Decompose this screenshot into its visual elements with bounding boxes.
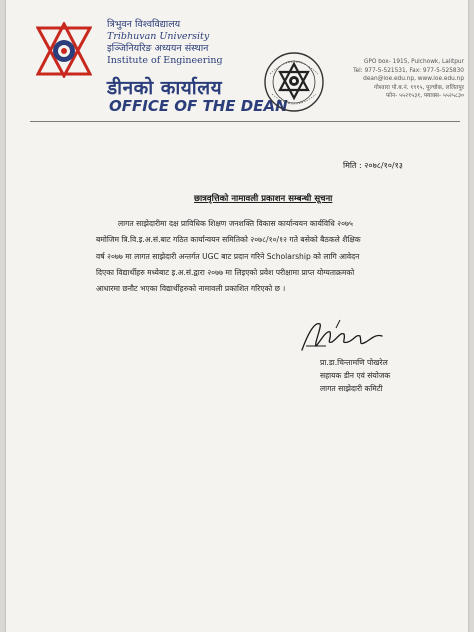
signatory-committee: लागत साझेदारी कमिटी: [320, 384, 383, 393]
body-line: वर्ष २०७७ मा लागत साझेदारी अन्तर्गत UGC बाट प्रदान गरिने Scholarship को लागि आवेदन: [96, 251, 360, 261]
signatory-title: सहायक डीन एवं संयोजक: [320, 371, 391, 380]
contact-phone-en: Tel: 977-5-521531, Fax: 977-5-525830: [353, 67, 464, 74]
tribhuvan-university-logo-icon: [36, 22, 92, 78]
institute-name-en: Institute of Engineering: [107, 55, 223, 66]
university-name-en: Tribhuvan University: [107, 31, 210, 42]
body-line: आधारमा छनौट भएका विद्यार्थीहरुको नामावली प्रकाशित गरिएको छ ।: [96, 284, 286, 294]
body-line: लागत साझेदारीमा दक्ष प्राविधिक शिक्षण जनशक्ति विकास कार्यान्वयन कार्यविधि २०७५: [118, 219, 353, 228]
institute-seal-icon: [262, 50, 326, 114]
notice-subject: छात्रवृत्तिको नामावली प्रकाशन सम्बन्धी सूचना: [194, 194, 333, 204]
office-title-en: OFFICE OF THE DEAN: [109, 97, 288, 115]
signatory-name: प्रा.डा.चिन्तामणि पोखरेल: [320, 358, 388, 367]
notice-body: [96, 216, 441, 297]
institute-name-np: इञ्जिनियरिङ अध्ययन संस्थान: [107, 43, 209, 54]
notice-date: मिति : २०७८/१०/१३: [343, 161, 403, 170]
document-page: [6, 0, 468, 632]
contact-email-web: dean@ioe.edu.np, www.ioe.edu.np: [363, 76, 464, 82]
contact-address-np: गोश्वारा पो.ब.नं. १९१५, पुल्चोक, ललितपुर: [374, 84, 464, 91]
letterhead-text: [107, 19, 277, 67]
body-line: दिएका विद्यार्थीहरु मध्येबाट इ.अ.सं.द्वारा २०७७ मा लिइएको प्रवेश परीक्षामा प्राप्त योग्यताक्रमको: [96, 267, 355, 277]
contact-phone-np: फोन- ५५२१५३१, फ्याक्स- ५५२५८३०: [386, 93, 464, 99]
university-name-np: त्रिभुवन विश्वविद्यालय: [107, 19, 181, 30]
handwritten-signature: [296, 316, 392, 356]
contact-address-en: GPO box- 1915, Pulchowk, Lalitpur: [363, 59, 464, 65]
office-title-np: डीनको कार्यालय: [107, 77, 223, 99]
signatory-block: [320, 356, 390, 395]
letterhead-divider: [30, 121, 460, 122]
contact-info: [332, 58, 464, 101]
body-line: बमोजिम त्रि.वि.इ.अ.सं.बाट गठित कार्यान्वयन समितिको २०७८/१०/१२ गते बसेको बैठकले शैक्षिक: [96, 235, 361, 245]
